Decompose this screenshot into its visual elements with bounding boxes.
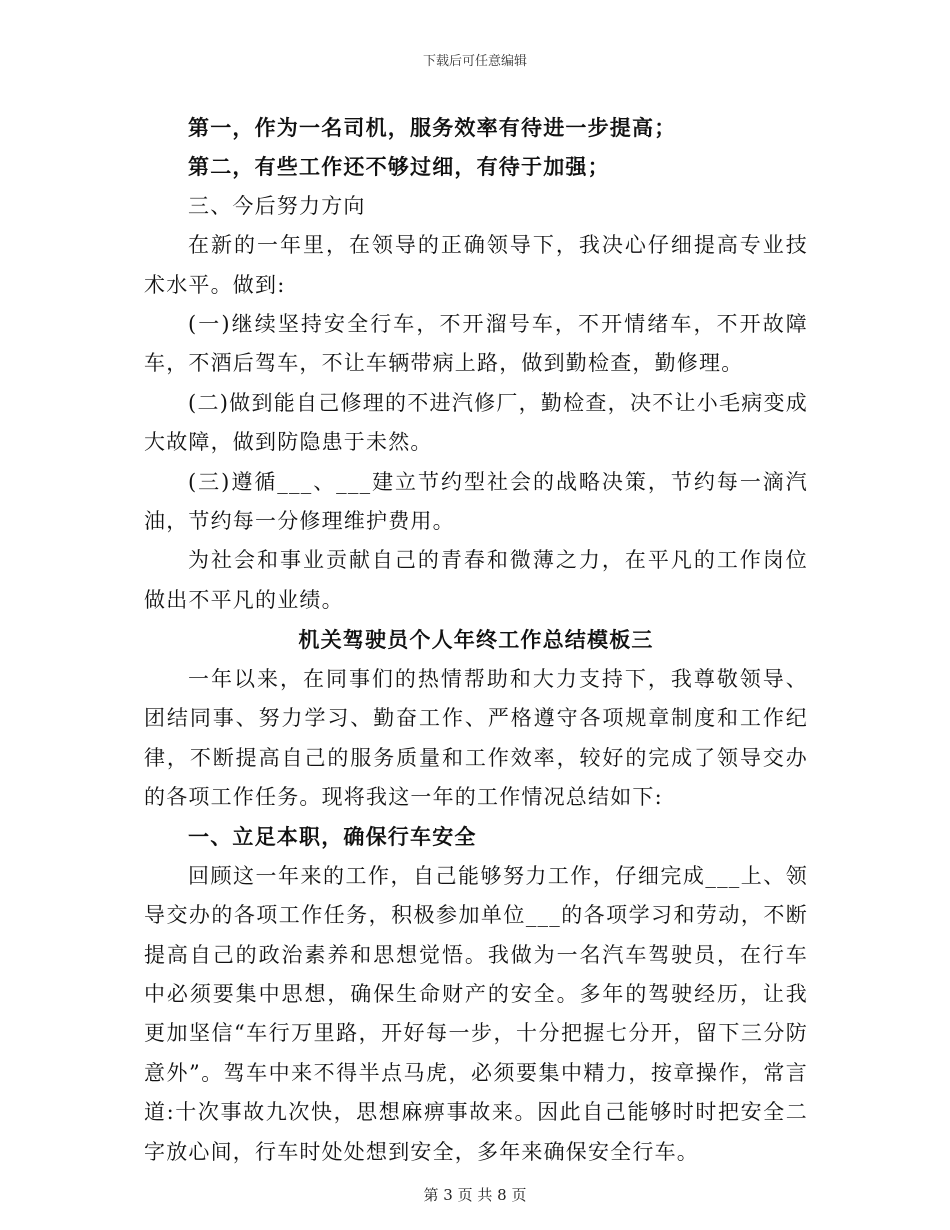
page-footer: 第 3 页 共 8 页 — [423, 1186, 527, 1204]
paragraph-item-3: (三)遵循___、___建立节约型社会的战略决策，节约每一滴汽油，节约每一分修理维护费用。 — [144, 469, 808, 534]
paragraph-intro: 一年以来，在同事们的热情帮助和大力支持下，我尊敬领导、团结同事、努力学习、勤奋工作、严格遵守各项规章制度和工作纪律，不断提高自己的服务质量和工作效率，较好的完成了领导交办的各项工作任务。现将我这一年的工作情况总结如下: — [144, 666, 808, 809]
paragraph-contribution: 为社会和事业贡献自己的青春和微薄之力，在平凡的工作岗位做出不平凡的业绩。 — [144, 548, 808, 612]
paragraph-new-year: 在新的一年里，在领导的正确领导下，我决心仔细提高专业技术水平。做到: — [144, 233, 808, 297]
paragraph-item-2: (二)做到能自己修理的不进汽修厂，勤检查，决不让小毛病变成大故障，做到防隐患于未然。 — [144, 390, 808, 455]
paragraph-second-point: 第二，有些工作还不够过细，有待于加强； — [188, 154, 610, 180]
page-header: 下载后可任意编辑 — [422, 54, 527, 69]
paragraph-item-1: (一)继续坚持安全行车，不开溜号车，不开情绪车，不开故障车，不酒后驾车，不让车辆带病上路，做到勤检查，勤修理。 — [144, 312, 808, 376]
section-heading-future-direction: 三、今后努力方向 — [188, 193, 366, 218]
paragraph-first-point: 第一，作为一名司机，服务效率有待进一步提高； — [188, 115, 677, 140]
paragraph-review: 回顾这一年来的工作，自己能够努力工作，仔细完成___上、领导交办的各项工作任务，积极参加单位___的各项学习和劳动，不断提高自己的政治素养和思想觉悟。我做为一名汽车驾驶员，在行车中必须要集中思想，确保生命财产的安全。多年的驾驶经历，让我更加坚信“车行万里路，开好每一步，十分把握七分开，留下三分防意外”。驾车中来不得半点马虎，必须要集中精力，按章操作，常言道:十次事故九次快，思想麻痹事故来。因此自己能够时时把安全二字放心间，行车时处处想到安全，多年来确保安全行车。 — [144, 863, 808, 1164]
section-heading-safety: 一、立足本职，确保行车安全 — [188, 824, 477, 850]
document-body — [144, 108, 808, 1172]
document-title: 机关驾驶员个人年终工作总结模板三 — [298, 627, 654, 653]
